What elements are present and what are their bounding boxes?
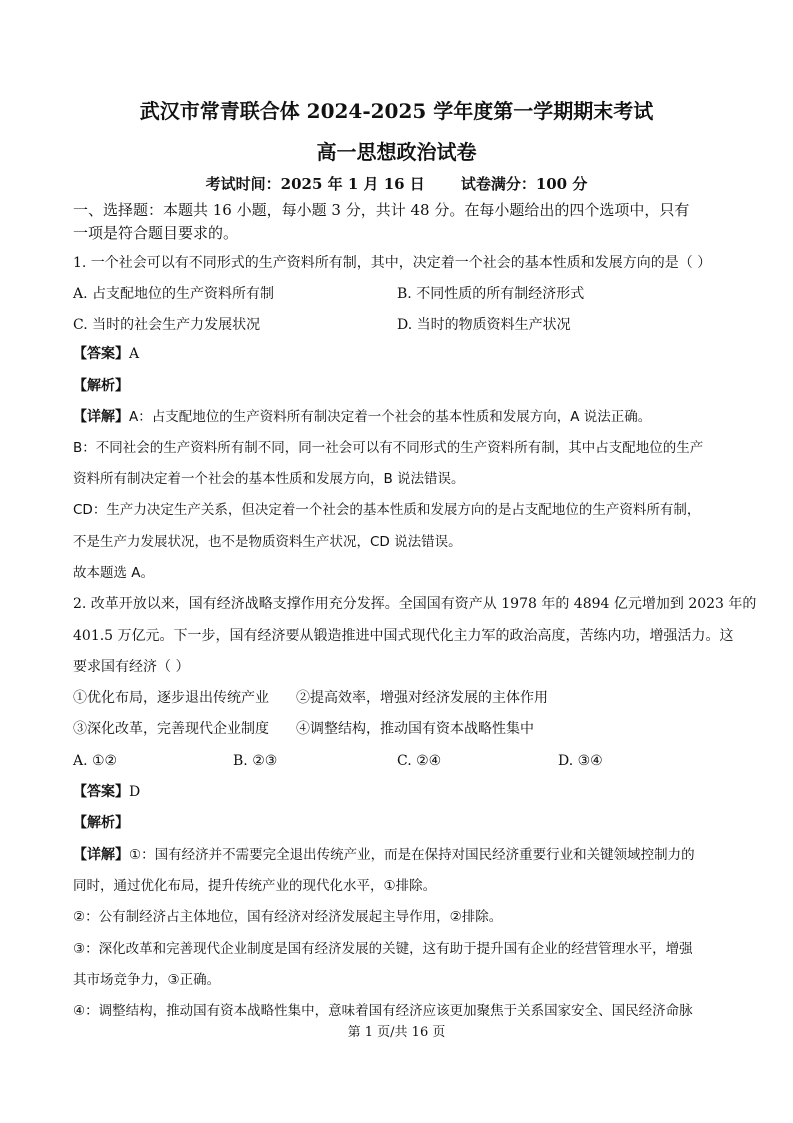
q2-stem-line: 要求国有经济（ ） bbox=[73, 659, 190, 675]
full-score: 试卷满分：100 分 bbox=[460, 175, 588, 193]
q2-option-d: D. ③④ bbox=[558, 753, 603, 769]
q2-item-1: ①优化布局，逐步退出传统产业 bbox=[73, 690, 269, 706]
q2-option-c: C. ②④ bbox=[397, 753, 442, 769]
q2-detail-line: 同时，通过优化布局，提升传统产业的现代化水平，①排除。 bbox=[73, 878, 437, 894]
q2-answer bbox=[73, 782, 140, 802]
q1-answer bbox=[73, 344, 139, 364]
q2-detail-line bbox=[73, 845, 695, 865]
exam-title: 武汉市常青联合体 2024-2025 学年度第一学期期末考试 bbox=[139, 99, 654, 123]
q2-item-2: ②提高效率，增强对经济发展的主体作用 bbox=[296, 690, 548, 706]
answer-tag: 【答案】 bbox=[73, 346, 129, 362]
q1-analysis-tag: 【解析】 bbox=[73, 378, 129, 394]
q2-stem-line: 2. 改革开放以来，国有经济战略支撑作用充分发挥。全国国有资产从 1978 年的 4894 亿元增加到 2023 年的 bbox=[73, 596, 757, 612]
detail-text: ①：国有经济并不需要完全退出传统产业，而是在保持对国民经济重要行业和关键领域控制力的 bbox=[129, 847, 695, 863]
answer-tag: 【答案】 bbox=[73, 784, 129, 800]
detail-tag: 【详解】 bbox=[73, 847, 129, 863]
q2-detail-line: ③：深化改革和完善现代企业制度是国有经济发展的关键，这有助于提升国有企业的经营管理水平，增强 bbox=[73, 941, 693, 957]
q2-detail-line: ②：公有制经济占主体地位，国有经济对经济发展起主导作用，②排除。 bbox=[73, 909, 503, 925]
exam-time: 考试时间：2025 年 1 月 16 日 bbox=[205, 175, 425, 193]
section-instructions-line2: 一项是符合题目要求的。 bbox=[73, 224, 239, 242]
q2-item-4: ④调整结构，推动国有资本战略性集中 bbox=[296, 721, 534, 737]
exam-meta bbox=[0, 173, 793, 195]
detail-text: A：占支配地位的生产资料所有制决定着一个社会的基本性质和发展方向，A 说法正确。 bbox=[129, 409, 652, 425]
q2-option-b: B. ②③ bbox=[233, 753, 278, 769]
q2-stem-line: 401.5 万亿元。下一步，国有经济要从锻造推进中国式现代化主力军的政治高度，苦练内功，增强活力。这 bbox=[73, 628, 734, 644]
answer-value: D bbox=[129, 784, 141, 800]
q1-detail-line bbox=[73, 407, 651, 427]
q1-detail-line: 故本题选 A。 bbox=[73, 565, 155, 581]
q1-stem: 1. 一个社会可以有不同形式的生产资料所有制，其中，决定着一个社会的基本性质和发展方向的是（ ） bbox=[73, 255, 712, 271]
q1-detail-line: 不是生产力发展状况，也不是物质资料生产状况，CD 说法错误。 bbox=[73, 534, 462, 550]
detail-tag: 【详解】 bbox=[73, 409, 129, 425]
q2-detail-line: ④：调整结构，推动国有资本战略性集中，意味着国有经济应该更加聚焦于关系国家安全、国民经济命脉 bbox=[73, 1003, 693, 1019]
q1-option-c: C. 当时的社会生产力发展状况 bbox=[73, 317, 261, 333]
q1-detail-line: 资料所有制决定着一个社会的基本性质和发展方向，B 说法错误。 bbox=[73, 471, 465, 487]
q2-detail-line: 其市场竞争力，③正确。 bbox=[73, 972, 221, 988]
section-instructions-line1: 一、选择题：本题共 16 小题，每小题 3 分，共计 48 分。在每小题给出的四个选项中，只有 bbox=[73, 201, 690, 219]
q2-option-a: A. ①② bbox=[73, 753, 118, 769]
q1-detail-line: B：不同社会的生产资料所有制不同，同一社会可以有不同形式的生产资料所有制，其中占支配地位的生产 bbox=[73, 440, 704, 456]
q2-analysis-tag: 【解析】 bbox=[73, 815, 129, 831]
q1-detail-line: CD：生产力决定生产关系，但决定着一个社会的基本性质和发展方向的是占支配地位的生产资料所有制， bbox=[73, 502, 701, 518]
q1-option-b: B. 不同性质的所有制经济形式 bbox=[397, 286, 585, 302]
q1-option-d: D. 当时的物质资料生产状况 bbox=[397, 317, 571, 333]
q2-item-3: ③深化改革，完善现代企业制度 bbox=[73, 721, 269, 737]
q1-option-a: A. 占支配地位的生产资料所有制 bbox=[73, 286, 275, 302]
page-number: 第 1 页/共 16 页 bbox=[347, 1025, 446, 1040]
exam-subtitle: 高一思想政治试卷 bbox=[316, 140, 477, 164]
answer-value: A bbox=[129, 346, 140, 362]
